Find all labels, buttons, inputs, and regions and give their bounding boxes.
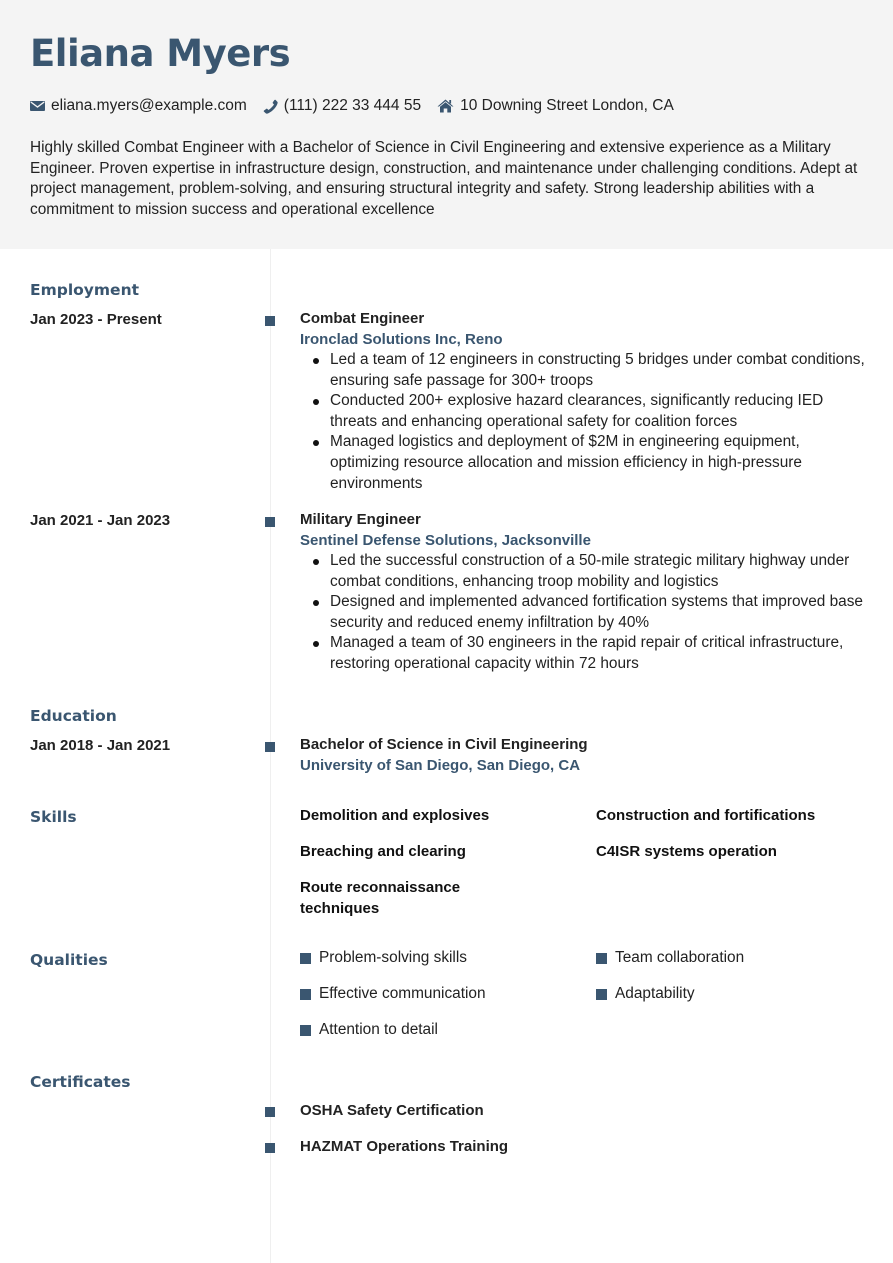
section-title-skills: Skills bbox=[30, 808, 77, 826]
timeline-marker bbox=[265, 742, 275, 752]
quality-label: Team collaboration bbox=[615, 949, 745, 966]
section-title-education: Education bbox=[30, 707, 117, 725]
job-bullet: Managed a team of 30 engineers in the rapid repair of critical infrastructure, restoring operational capacity within 72 hours bbox=[300, 633, 870, 674]
square-bullet-icon bbox=[596, 953, 607, 964]
square-bullet-icon bbox=[300, 989, 311, 1000]
job-bullet: Designed and implemented advanced fortification systems that improved base security and reduced enemy infiltration by 40% bbox=[300, 592, 870, 633]
job-bullet: Conducted 200+ explosive hazard clearances, significantly reducing IED threats and enhancing operational safety for coalition forces bbox=[300, 391, 870, 432]
resume-header bbox=[0, 0, 893, 249]
skill-item: Demolition and explosives bbox=[300, 807, 490, 824]
job-role: Military Engineer bbox=[300, 511, 421, 528]
phone-text: (111) 222 33 444 55 bbox=[283, 97, 422, 114]
quality-item bbox=[596, 985, 695, 1003]
job-bullets bbox=[300, 551, 870, 675]
job-bullet: Led a team of 12 engineers in constructing 5 bridges under combat conditions, ensuring safe passage for 300+ troops bbox=[300, 350, 870, 391]
job-entry bbox=[300, 309, 870, 494]
quality-label: Adaptability bbox=[615, 985, 695, 1002]
quality-label: Effective communication bbox=[319, 985, 486, 1002]
job-entry bbox=[300, 510, 870, 675]
job-dates: Jan 2021 - Jan 2023 bbox=[30, 512, 171, 529]
education-dates: Jan 2018 - Jan 2021 bbox=[30, 737, 171, 754]
job-role: Combat Engineer bbox=[300, 310, 425, 327]
timeline-marker bbox=[265, 1143, 275, 1153]
phone-icon bbox=[263, 99, 278, 114]
quality-item bbox=[300, 1021, 438, 1039]
certificate-item: HAZMAT Operations Training bbox=[300, 1138, 509, 1155]
quality-item bbox=[596, 949, 744, 967]
timeline-marker bbox=[265, 1107, 275, 1117]
job-company: Ironclad Solutions Inc, Reno bbox=[300, 330, 503, 348]
timeline-marker bbox=[265, 517, 275, 527]
candidate-name: Eliana Myers bbox=[30, 32, 291, 75]
address-text: 10 Downing Street London, CA bbox=[460, 97, 674, 114]
contact-phone bbox=[263, 97, 421, 115]
home-icon bbox=[437, 99, 454, 113]
skill-item: Route reconnaissance techniques bbox=[300, 879, 461, 917]
contact-row bbox=[30, 96, 863, 116]
professional-summary: Highly skilled Combat Engineer with a Bachelor of Science in Civil Engineering and extensive experience as a Military Engineer. Proven expertise in infrastructure design, construction, and maintenance under challenging conditions. Adept at project management, problem-solving, and ensuring structural integrity and safety. Strong leadership abilities with a commitment to mission success and operational excellence bbox=[30, 139, 858, 219]
timeline-marker bbox=[265, 316, 275, 326]
job-bullets bbox=[300, 350, 870, 494]
contact-address bbox=[437, 97, 674, 115]
job-bullet: Led the successful construction of a 50-mile strategic military highway under combat conditions, enhancing troop mobility and logistics bbox=[300, 551, 870, 592]
square-bullet-icon bbox=[300, 953, 311, 964]
quality-label: Problem-solving skills bbox=[319, 949, 467, 966]
degree: Bachelor of Science in Civil Engineering bbox=[300, 736, 588, 753]
school: University of San Diego, San Diego, CA bbox=[300, 756, 581, 774]
skill-item: C4ISR systems operation bbox=[596, 843, 777, 860]
envelope-icon bbox=[30, 100, 45, 112]
section-title-certificates: Certificates bbox=[30, 1073, 131, 1091]
skill-item: Construction and fortifications bbox=[596, 807, 816, 824]
skill-item: Breaching and clearing bbox=[300, 843, 466, 860]
job-bullet: Managed logistics and deployment of $2M in engineering equipment, optimizing resource allocation and mission efficiency in high-pressure environments bbox=[300, 432, 870, 494]
contact-email bbox=[30, 97, 247, 115]
email-text: eliana.myers@example.com bbox=[51, 97, 247, 114]
certificate-item: OSHA Safety Certification bbox=[300, 1102, 484, 1119]
job-company: Sentinel Defense Solutions, Jacksonville bbox=[300, 531, 591, 549]
section-title-qualities: Qualities bbox=[30, 951, 108, 969]
quality-item bbox=[300, 949, 467, 967]
quality-label: Attention to detail bbox=[319, 1021, 438, 1038]
job-dates: Jan 2023 - Present bbox=[30, 311, 162, 328]
quality-item bbox=[300, 985, 486, 1003]
square-bullet-icon bbox=[300, 1025, 311, 1036]
section-title-employment: Employment bbox=[30, 281, 140, 299]
education-entry bbox=[300, 735, 870, 776]
square-bullet-icon bbox=[596, 989, 607, 1000]
